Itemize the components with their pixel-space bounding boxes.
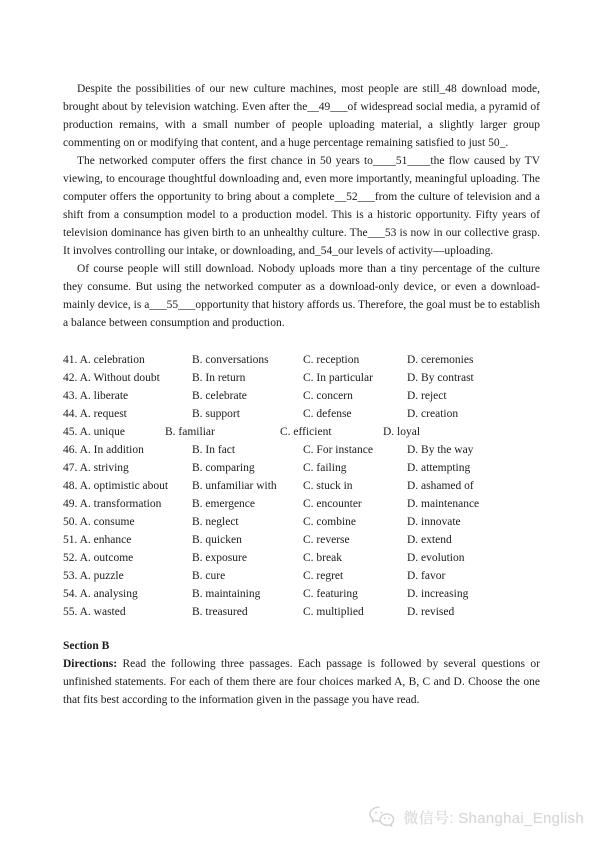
questions-list <box>63 351 540 621</box>
question-option: B. familiar <box>165 426 215 438</box>
question-option: D. reject <box>407 390 447 402</box>
question-option: D. innovate <box>407 516 461 528</box>
question-row <box>63 441 540 459</box>
question-row <box>63 549 540 567</box>
question-option: C. reception <box>303 354 360 366</box>
question-row <box>63 567 540 585</box>
question-option: C. regret <box>303 570 344 582</box>
question-option: B. treasured <box>192 606 248 618</box>
question-number-and-option-a: 51. A. enhance <box>63 534 132 546</box>
question-number-and-option-a: 49. A. transformation <box>63 498 162 510</box>
question-number-and-option-a: 55. A. wasted <box>63 606 126 618</box>
question-row <box>63 387 540 405</box>
question-option: D. extend <box>407 534 452 546</box>
question-option: C. defense <box>303 408 352 420</box>
question-row <box>63 405 540 423</box>
question-option: C. encounter <box>303 498 362 510</box>
question-option: B. celebrate <box>192 390 247 402</box>
question-option: C. combine <box>303 516 357 528</box>
directions-text: Read the following three passages. Each passage is followed by several questions or unfinished statements. For each of them there are four choices marked A, B, C and D. Choose the one that fits best according to the information given in the passage you have read. <box>63 658 540 706</box>
question-option: C. featuring <box>303 588 358 600</box>
question-number-and-option-a: 50. A. consume <box>63 516 135 528</box>
watermark <box>368 803 584 831</box>
question-option: D. increasing <box>407 588 469 600</box>
question-number-and-option-a: 52. A. outcome <box>63 552 134 564</box>
section-b-heading: Section B <box>63 640 110 652</box>
passage-paragraph-3: Of course people will still download. Nobody uploads more than a tiny percentage of the culture they consume. But using the networked computer as a download-only device, or even a download-mainly device, is a___55___opportunity that history affords us. Therefore, the goal must be to establish a balance between consumption and production. <box>63 263 540 329</box>
directions-label: Directions: <box>63 658 118 670</box>
question-option: B. unfamiliar with <box>192 480 277 492</box>
question-option: D. ashamed of <box>407 480 474 492</box>
question-number-and-option-a: 46. A. In addition <box>63 444 144 456</box>
question-option: B. comparing <box>192 462 255 474</box>
question-option: C. stuck in <box>303 480 353 492</box>
question-option: D. maintenance <box>407 498 480 510</box>
question-option: C. concern <box>303 390 353 402</box>
question-option: D. attempting <box>407 462 471 474</box>
question-option: D. By the way <box>407 444 474 456</box>
question-number-and-option-a: 48. A. optimistic about <box>63 480 169 492</box>
question-option: B. neglect <box>192 516 239 528</box>
question-option: C. In particular <box>303 372 373 384</box>
question-row <box>63 585 540 603</box>
cloze-passage <box>63 80 540 332</box>
question-option: D. loyal <box>383 426 421 438</box>
document-content <box>63 80 540 709</box>
question-option: B. maintaining <box>192 588 261 600</box>
question-row <box>63 459 540 477</box>
question-option: B. exposure <box>192 552 247 564</box>
question-option: D. creation <box>407 408 459 420</box>
watermark-text: 微信号: Shanghai_English <box>403 809 584 827</box>
question-option: B. emergence <box>192 498 256 510</box>
question-option: D. ceremonies <box>407 354 474 366</box>
question-row <box>63 531 540 549</box>
section-b <box>63 637 540 709</box>
question-option: B. quicken <box>192 534 242 546</box>
question-option: D. favor <box>407 570 446 582</box>
question-row <box>63 513 540 531</box>
question-option: C. reverse <box>303 534 350 546</box>
wechat-icon <box>368 805 398 829</box>
question-option: B. cure <box>192 570 226 582</box>
question-row <box>63 495 540 513</box>
question-option: D. evolution <box>407 552 465 564</box>
question-number-and-option-a: 41. A. celebration <box>63 354 145 366</box>
question-number-and-option-a: 53. A. puzzle <box>63 570 124 582</box>
directions-paragraph <box>63 655 540 709</box>
question-row <box>63 603 540 621</box>
question-row <box>63 369 540 387</box>
passage-paragraph-1: Despite the possibilities of our new culture machines, most people are still_48 download mode, brought about by television watching. Even after the__49___of widespread social media, a pyramid of production remains, with a small number of people uploading material, a slightly larger group commenting on or modifying that content, and a huge percentage remaining satisfied to just 50_. <box>63 83 540 149</box>
question-option: B. In fact <box>192 444 236 456</box>
question-option: D. revised <box>407 606 455 618</box>
question-option: B. support <box>192 408 240 420</box>
question-row <box>63 477 540 495</box>
question-option: C. break <box>303 552 342 564</box>
question-option: B. In return <box>192 372 246 384</box>
question-number-and-option-a: 54. A. analysing <box>63 588 138 600</box>
question-number-and-option-a: 45. A. unique <box>63 426 125 438</box>
question-option: D. By contrast <box>407 372 474 384</box>
question-option: C. efficient <box>280 426 332 438</box>
question-number-and-option-a: 43. A. liberate <box>63 390 129 402</box>
question-row <box>63 351 540 369</box>
question-option: C. multiplied <box>303 606 364 618</box>
passage-paragraph-2: The networked computer offers the first chance in 50 years to____51____the flow caused by TV viewing, to encourage thoughtful downloading and, even more importantly, meaningful uploading. The computer offers the opportunity to bring about a complete__52___from the culture of television and a shift from a consumption model to a production model. This is a historic opportunity. Fifty years of television dominance has given birth to an unhealthy culture. The___53 is now in our collective grasp. It involves controlling our intake, or downloading, and_54_our levels of activity—uploading. <box>63 155 540 257</box>
question-option: C. For instance <box>303 444 373 456</box>
question-number-and-option-a: 47. A. striving <box>63 462 129 474</box>
question-option: C. failing <box>303 462 347 474</box>
question-number-and-option-a: 42. A. Without doubt <box>63 372 160 384</box>
question-option: B. conversations <box>192 354 269 366</box>
question-number-and-option-a: 44. A. request <box>63 408 127 420</box>
question-row <box>63 423 540 441</box>
